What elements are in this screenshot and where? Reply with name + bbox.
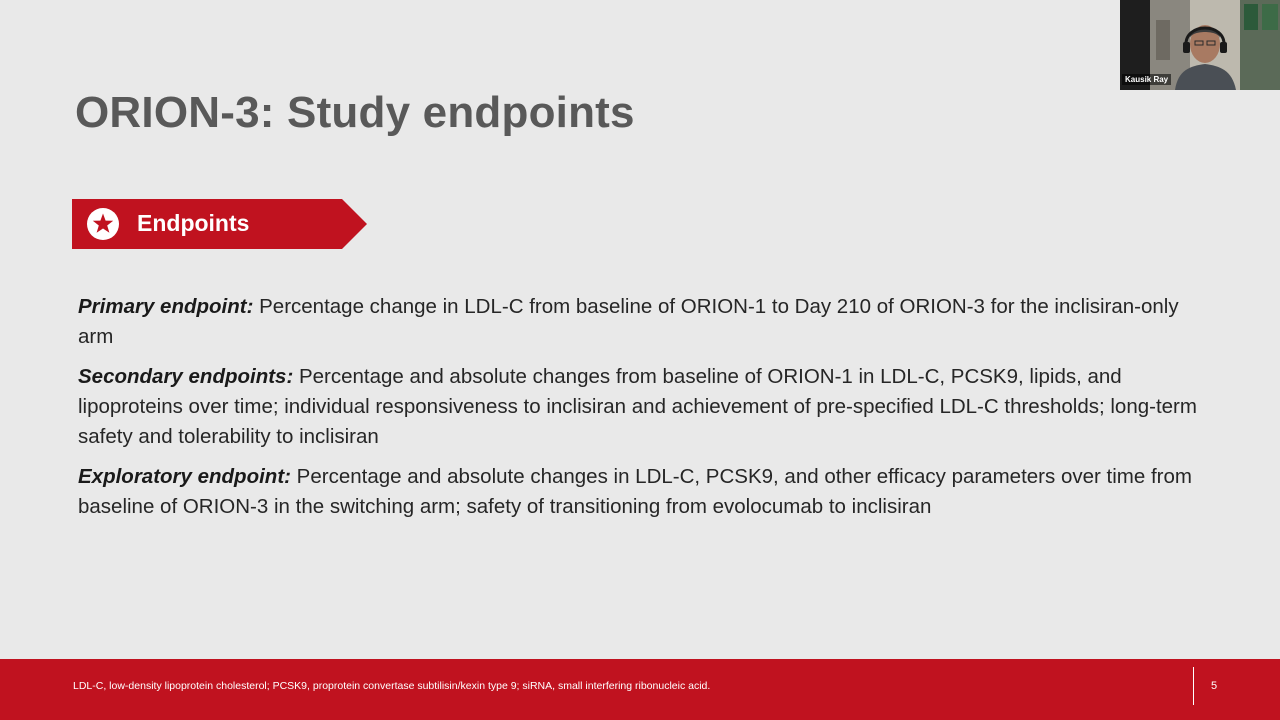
primary-endpoint-text: Percentage change in LDL-C from baseline of ORION-1 to Day 210 of ORION-3 for the inclisiran-only arm bbox=[78, 295, 1179, 348]
endpoints-body bbox=[78, 292, 1208, 532]
primary-endpoint-paragraph bbox=[78, 292, 1208, 352]
footer-bar bbox=[0, 659, 1280, 720]
participant-name: Kausik Ray bbox=[1122, 74, 1171, 85]
exploratory-endpoint-lead: Exploratory endpoint: bbox=[78, 465, 291, 488]
secondary-endpoints-paragraph bbox=[78, 362, 1208, 452]
star-icon bbox=[86, 207, 120, 241]
endpoints-banner bbox=[72, 199, 368, 249]
participant-video-tile[interactable] bbox=[1120, 0, 1280, 90]
footer-abbreviations: LDL-C, low-density lipoprotein cholesterol; PCSK9, proprotein convertase subtilisin/kexin type 9; siRNA, small interfering ribonucleic acid. bbox=[73, 680, 711, 692]
secondary-endpoints-lead: Secondary endpoints: bbox=[78, 365, 294, 388]
exploratory-endpoint-text: Percentage and absolute changes in LDL-C, PCSK9, and other efficacy parameters over time from baseline of ORION-3 in the switching arm; safety of transitioning from evolocumab to inclisiran bbox=[78, 465, 1192, 518]
slide-title: ORION-3: Study endpoints bbox=[75, 88, 635, 137]
footer-divider bbox=[1193, 667, 1194, 705]
exploratory-endpoint-paragraph bbox=[78, 462, 1208, 522]
page-number: 5 bbox=[1211, 680, 1218, 692]
banner-label: Endpoints bbox=[137, 210, 250, 236]
primary-endpoint-lead: Primary endpoint: bbox=[78, 295, 254, 318]
secondary-endpoints-text: Percentage and absolute changes from baseline of ORION-1 in LDL-C, PCSK9, lipids, and lipoproteins over time; individual responsiveness to inclisiran and achievement of pre-specified LDL-C thresholds; long-term safety and tolerability to inclisiran bbox=[78, 365, 1197, 448]
